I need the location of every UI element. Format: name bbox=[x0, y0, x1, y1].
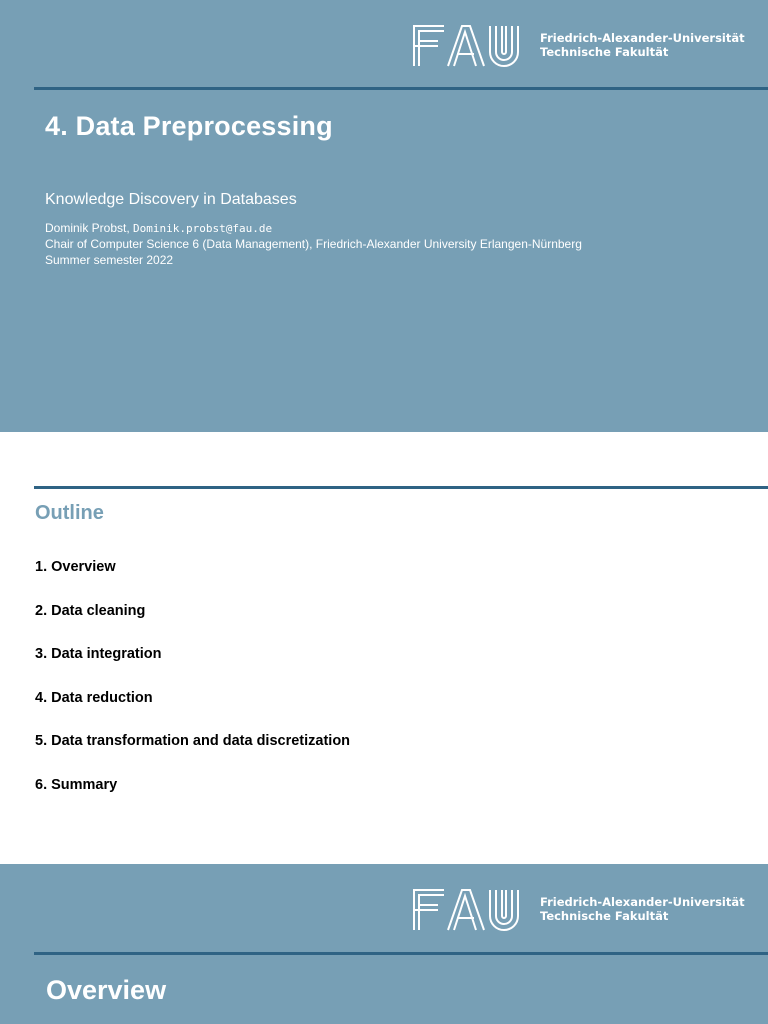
section-title: Overview bbox=[46, 975, 167, 1005]
outline-item-data-integration[interactable]: 3. Data integration bbox=[35, 646, 162, 662]
header-rule bbox=[34, 486, 768, 489]
outline-item-overview[interactable]: 1. Overview bbox=[35, 559, 116, 575]
affiliation: Chair of Computer Science 6 (Data Management), Friedrich-Alexander University Erlangen-Nürnberg bbox=[45, 237, 582, 251]
title-slide bbox=[0, 0, 768, 432]
course-subtitle: Knowledge Discovery in Databases bbox=[45, 191, 297, 208]
logo-faculty-name: Technische Fakultät bbox=[540, 45, 669, 59]
logo-university-name: Friedrich-Alexander-Universität bbox=[540, 895, 745, 909]
fau-logo-icon bbox=[410, 22, 530, 68]
outline-item-summary[interactable]: 6. Summary bbox=[35, 776, 118, 793]
author-line bbox=[45, 220, 272, 237]
outline-list bbox=[35, 559, 350, 820]
logo-university-name: Friedrich-Alexander-Universität bbox=[540, 31, 745, 45]
author-email[interactable]: Dominik.probst@fau.de bbox=[133, 222, 273, 235]
outline-item-data-transformation[interactable]: 5. Data transformation and data discretization bbox=[35, 733, 351, 749]
logo-faculty-name: Technische Fakultät bbox=[540, 909, 669, 923]
outline-item-data-reduction[interactable]: 4. Data reduction bbox=[35, 689, 153, 706]
section-slide bbox=[0, 864, 768, 1024]
author-name: Dominik Probst, bbox=[45, 221, 134, 235]
fau-logo-icon bbox=[410, 886, 530, 932]
fau-logo bbox=[410, 886, 745, 932]
header-rule bbox=[34, 952, 768, 955]
semester: Summer semester 2022 bbox=[45, 253, 174, 267]
fau-logo bbox=[410, 22, 745, 68]
outline-slide bbox=[0, 432, 768, 864]
outline-heading: Outline bbox=[35, 502, 104, 524]
slide-title: 4. Data Preprocessing bbox=[45, 111, 333, 141]
header-rule bbox=[34, 87, 768, 90]
outline-item-data-cleaning[interactable]: 2. Data cleaning bbox=[35, 602, 146, 619]
